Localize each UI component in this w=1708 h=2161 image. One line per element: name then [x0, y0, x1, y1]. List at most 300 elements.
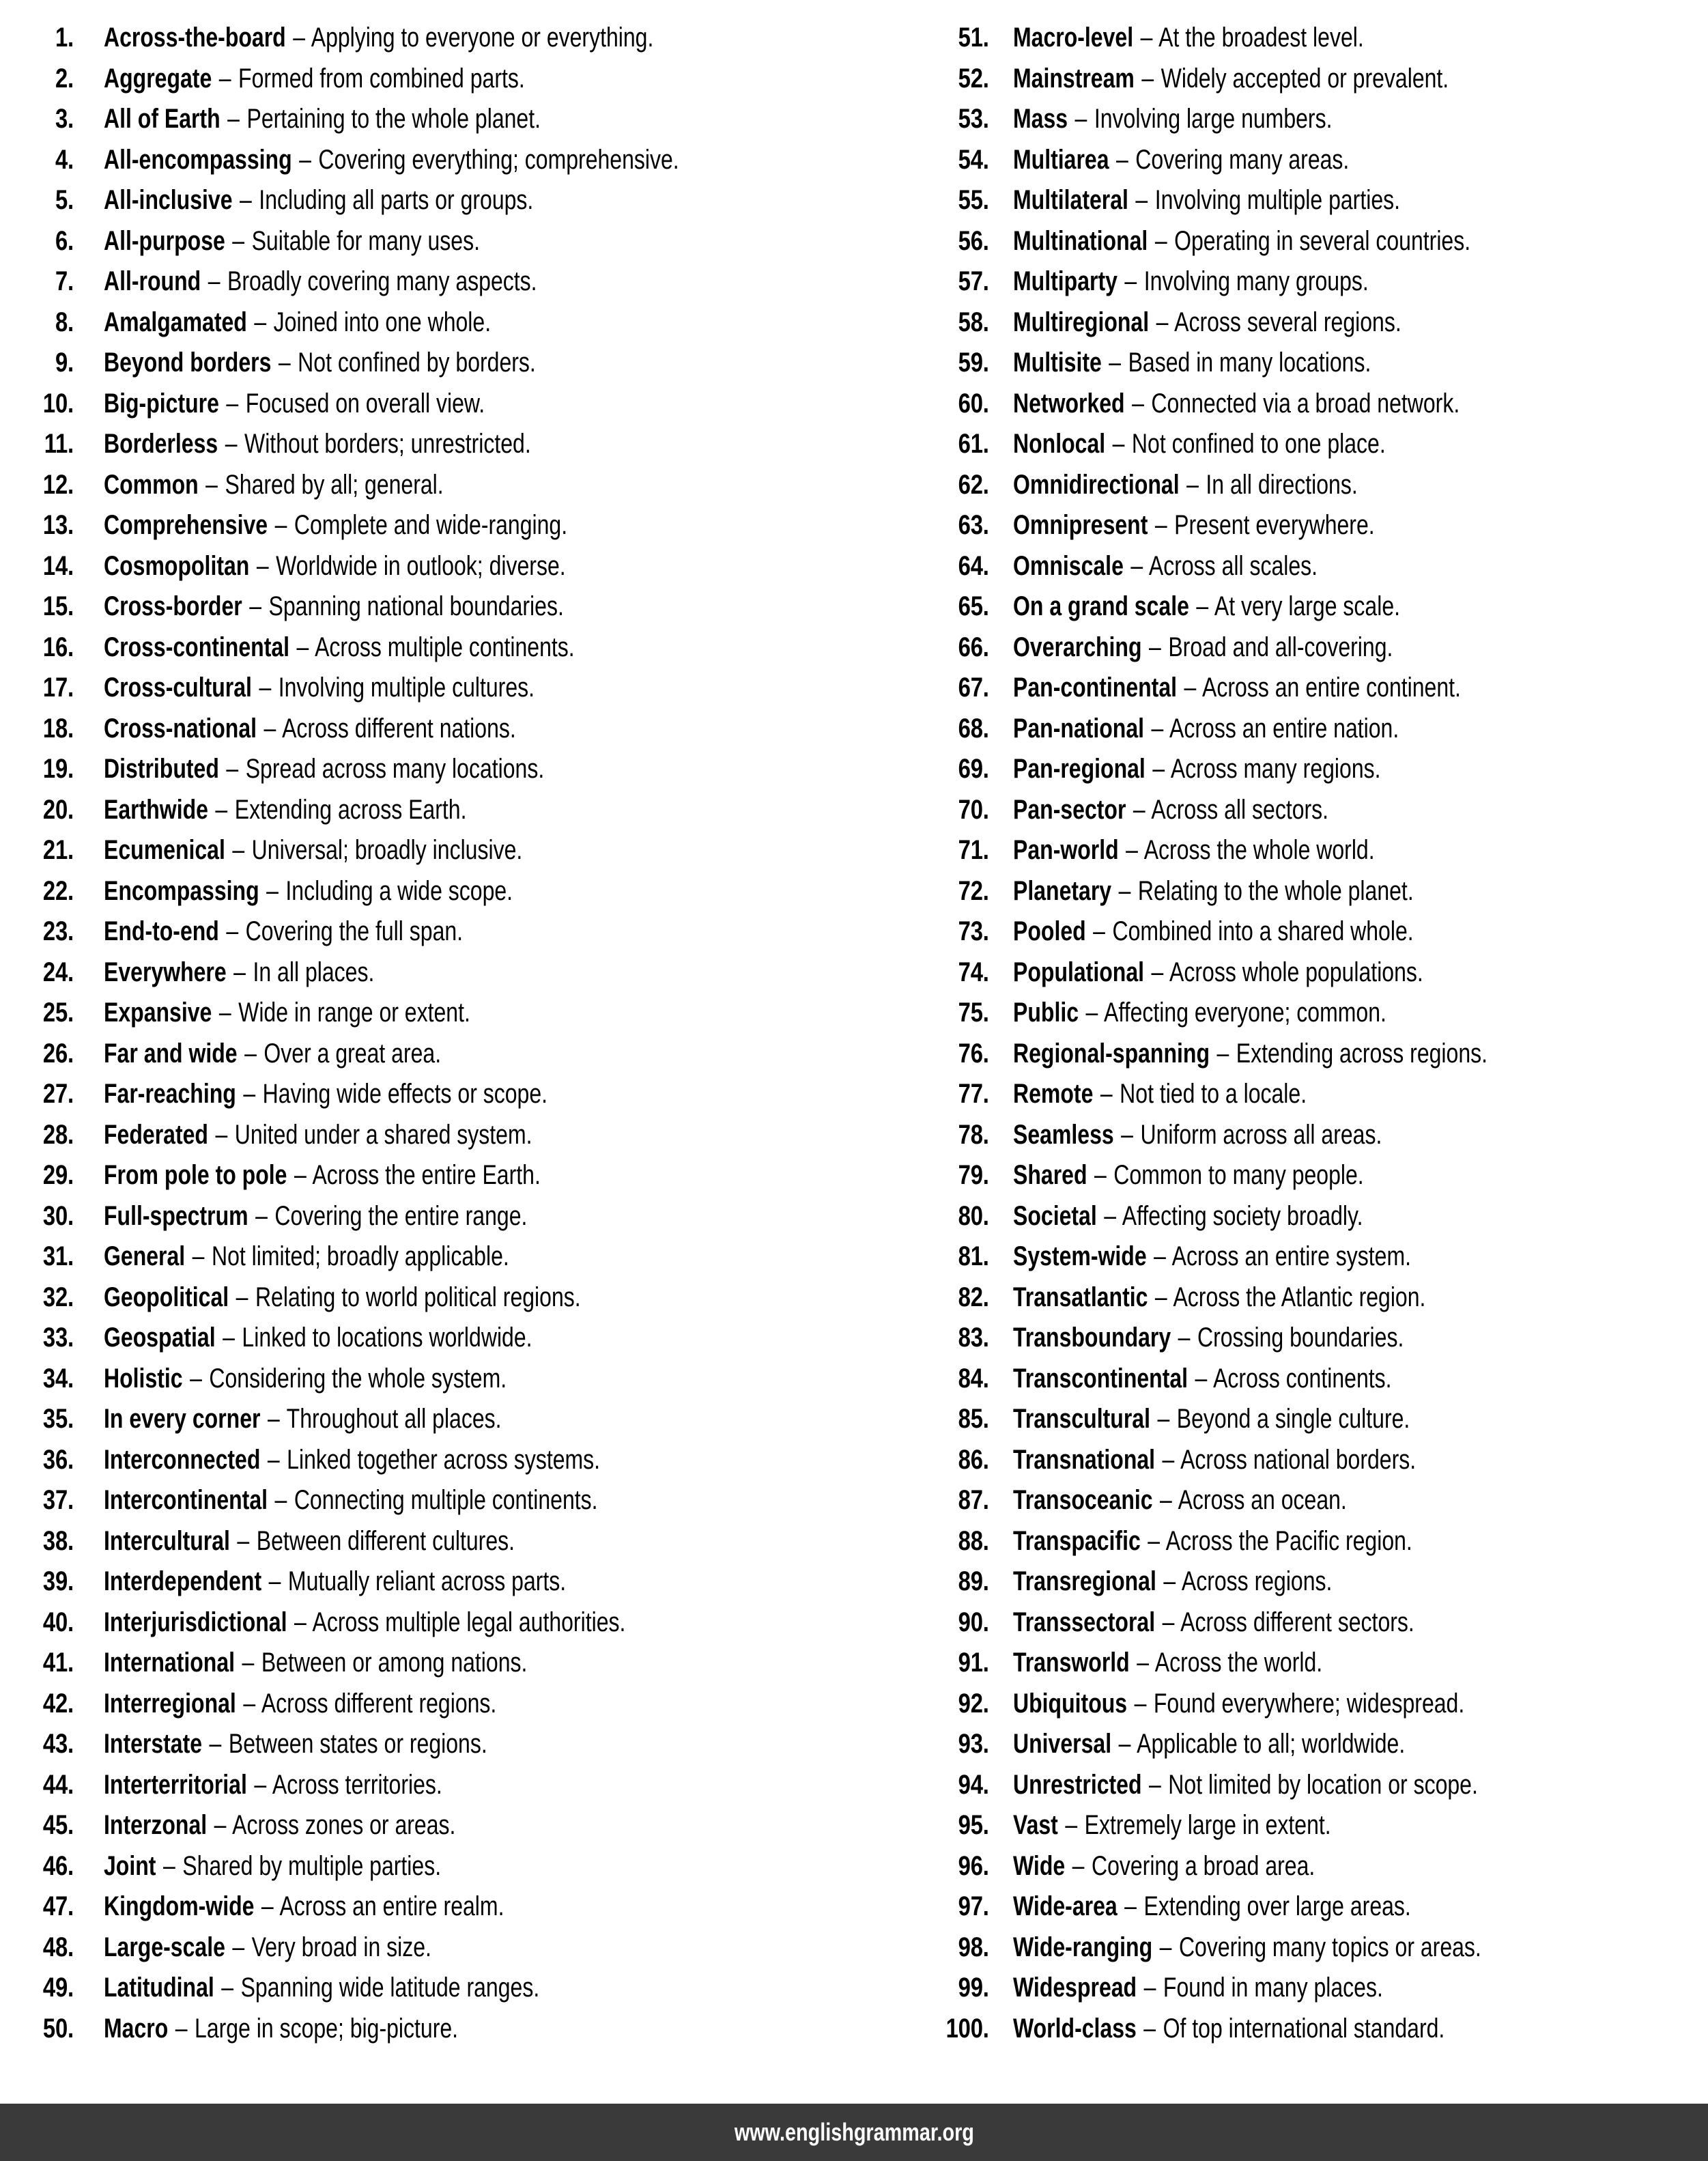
item-definition: Not confined to one place.	[1131, 429, 1386, 459]
item-separator: –	[1154, 510, 1167, 540]
item-number: 82.	[958, 1282, 989, 1312]
item-term: Transpacific	[1013, 1525, 1141, 1556]
item-term: Kingdom-wide	[104, 1891, 255, 1921]
item-body	[1013, 1521, 1412, 1562]
item-term: Transsectoral	[1013, 1607, 1156, 1637]
item-number: 32.	[42, 1282, 74, 1312]
item-body	[104, 1927, 431, 1968]
item-separator: –	[255, 1200, 268, 1231]
item-definition: Suitable for many uses.	[251, 225, 480, 256]
item-number: 22.	[42, 875, 74, 906]
item-body	[1013, 1643, 1322, 1684]
item-number: 67.	[958, 673, 989, 703]
item-term: Cross-cultural	[104, 673, 252, 703]
item-definition: Involving multiple cultures.	[278, 673, 535, 703]
item-body	[1013, 1359, 1392, 1400]
item-number: 10.	[42, 388, 74, 419]
item-separator: –	[1135, 185, 1148, 215]
item-number: 45.	[42, 1810, 74, 1840]
item-separator: –	[1065, 1810, 1078, 1840]
item-separator: –	[1216, 1038, 1229, 1069]
list-item	[923, 1887, 1708, 1927]
item-definition: Between different cultures.	[256, 1525, 515, 1556]
item-number: 3.	[55, 104, 74, 134]
item-separator: –	[1124, 1891, 1137, 1921]
item-body	[1013, 180, 1400, 221]
item-number: 42.	[42, 1688, 74, 1719]
item-body	[104, 1724, 487, 1765]
item-definition: Affecting society broadly.	[1122, 1200, 1363, 1231]
item-body	[104, 790, 466, 831]
item-definition: In all directions.	[1206, 469, 1358, 500]
item-term: Omnidirectional	[1013, 469, 1180, 500]
item-term: Wide-ranging	[1013, 1932, 1153, 1962]
item-separator: –	[299, 144, 311, 175]
item-definition: Across the whole world.	[1143, 835, 1375, 865]
item-term: Shared	[1013, 1160, 1087, 1190]
item-number: 39.	[42, 1566, 74, 1596]
item-definition: Across many regions.	[1170, 754, 1381, 784]
item-definition: Across territories.	[272, 1769, 442, 1800]
item-number: 30.	[42, 1200, 74, 1231]
item-separator: –	[1154, 1282, 1167, 1312]
item-number: 56.	[958, 225, 989, 256]
item-separator: –	[1085, 998, 1098, 1028]
item-term: Multiparty	[1013, 266, 1118, 296]
item-number: 11.	[44, 429, 74, 459]
item-definition: Linked to locations worldwide.	[242, 1323, 532, 1353]
item-separator: –	[1074, 104, 1087, 134]
item-number: 43.	[42, 1729, 74, 1759]
item-body	[104, 1968, 539, 2009]
item-term: Expansive	[104, 998, 212, 1028]
item-number: 59.	[958, 348, 989, 378]
item-separator: –	[208, 266, 220, 296]
item-number: 97.	[958, 1891, 989, 1921]
item-body	[104, 1480, 598, 1521]
item-number: 36.	[42, 1444, 74, 1475]
list-item	[923, 1927, 1708, 1968]
list-item	[18, 180, 915, 221]
item-body	[104, 1440, 600, 1481]
item-term: Borderless	[104, 429, 218, 459]
item-term: Pan-continental	[1013, 673, 1178, 703]
item-definition: Across regions.	[1181, 1566, 1333, 1596]
item-body	[1013, 1196, 1363, 1237]
item-term: Seamless	[1013, 1119, 1114, 1150]
item-separator: –	[192, 1241, 205, 1271]
list-item	[923, 99, 1708, 140]
item-body	[104, 180, 533, 221]
item-number: 34.	[42, 1363, 74, 1394]
list-item	[18, 546, 915, 587]
item-body	[1013, 952, 1423, 993]
list-item	[18, 830, 915, 871]
item-number: 86.	[958, 1444, 989, 1475]
item-body	[1013, 1440, 1416, 1481]
item-body	[1013, 1480, 1347, 1521]
item-definition: Relating to the whole planet.	[1137, 875, 1414, 906]
item-number: 98.	[958, 1932, 989, 1962]
item-body	[1013, 302, 1401, 343]
item-body	[104, 1643, 527, 1684]
item-separator: –	[226, 388, 239, 419]
item-term: Multiarea	[1013, 144, 1109, 175]
item-separator: –	[1162, 1444, 1175, 1475]
item-body	[104, 1846, 441, 1887]
list-item	[18, 993, 915, 1034]
list-item	[18, 790, 915, 831]
item-body	[104, 627, 575, 668]
item-separator: –	[236, 1282, 248, 1312]
item-body	[1013, 221, 1470, 262]
item-body	[104, 709, 516, 750]
list-item	[18, 749, 915, 790]
item-term: Earthwide	[104, 794, 208, 825]
item-number: 84.	[958, 1363, 989, 1394]
item-term: Populational	[1013, 957, 1144, 987]
item-term: Omniscale	[1013, 550, 1124, 581]
list-item	[923, 1521, 1708, 1562]
item-definition: Joined into one whole.	[273, 307, 492, 337]
item-body	[1013, 993, 1386, 1034]
item-body	[1013, 1968, 1383, 2009]
item-separator: –	[1109, 348, 1122, 378]
item-term: Pan-regional	[1013, 754, 1145, 784]
item-term: Latitudinal	[104, 1973, 214, 2003]
item-separator: –	[293, 23, 306, 53]
item-number: 8.	[55, 307, 74, 337]
item-term: World-class	[1013, 2013, 1137, 2044]
item-body	[1013, 1155, 1364, 1196]
list-item	[923, 709, 1708, 750]
item-number: 78.	[958, 1119, 989, 1150]
item-separator: –	[1118, 1729, 1131, 1759]
item-body	[1013, 18, 1364, 59]
item-separator: –	[162, 1850, 175, 1881]
item-separator: –	[267, 1444, 280, 1475]
item-definition: United under a shared system.	[234, 1119, 532, 1150]
list-item	[923, 1480, 1708, 1521]
item-number: 55.	[958, 185, 989, 215]
item-separator: –	[226, 754, 239, 784]
item-term: Transboundary	[1013, 1323, 1171, 1353]
item-separator: –	[1154, 1241, 1166, 1271]
item-definition: Crossing boundaries.	[1197, 1323, 1404, 1353]
item-separator: –	[1151, 957, 1164, 987]
list-item	[18, 1846, 915, 1887]
item-definition: Relating to world political regions.	[255, 1282, 581, 1312]
list-item	[923, 668, 1708, 709]
item-separator: –	[1162, 1607, 1175, 1637]
item-term: Ecumenical	[104, 835, 225, 865]
item-term: Multisite	[1013, 348, 1102, 378]
item-body	[104, 1277, 581, 1318]
item-body	[1013, 1074, 1307, 1115]
item-number: 25.	[42, 998, 74, 1028]
item-term: Transworld	[1013, 1648, 1130, 1678]
list-item	[923, 1846, 1708, 1887]
item-number: 44.	[42, 1769, 74, 1800]
item-definition: Present everywhere.	[1174, 510, 1375, 540]
item-term: Transregional	[1013, 1566, 1156, 1596]
item-body	[1013, 1846, 1315, 1887]
item-term: Interconnected	[104, 1444, 261, 1475]
list-item	[923, 952, 1708, 993]
list-item	[18, 1480, 915, 1521]
list-item	[923, 505, 1708, 546]
item-separator: –	[268, 1566, 281, 1596]
list-item	[923, 262, 1708, 302]
list-item	[923, 343, 1708, 384]
item-body	[104, 140, 679, 181]
list-item	[18, 465, 915, 506]
item-body	[104, 1521, 515, 1562]
item-number: 71.	[958, 835, 989, 865]
item-body	[1013, 1684, 1464, 1725]
item-definition: Across multiple continents.	[315, 632, 575, 662]
item-separator: –	[278, 348, 291, 378]
item-separator: –	[1149, 632, 1161, 662]
list-item	[18, 505, 915, 546]
footer-website-url: www.englishgrammar.org	[734, 2118, 974, 2146]
item-separator: –	[1140, 23, 1153, 53]
item-number: 64.	[958, 550, 989, 581]
list-item	[923, 1359, 1708, 1400]
item-number: 24.	[42, 957, 74, 987]
item-body	[1013, 1399, 1410, 1440]
item-term: On a grand scale	[1013, 591, 1189, 621]
item-number: 99.	[958, 1973, 989, 2003]
item-definition: Across multiple legal authorities.	[312, 1607, 626, 1637]
list-item	[18, 59, 915, 100]
item-separator: –	[215, 794, 228, 825]
item-term: Far and wide	[104, 1038, 238, 1069]
item-term: Transnational	[1013, 1444, 1156, 1475]
item-body	[104, 1318, 532, 1359]
item-number: 58.	[958, 307, 989, 337]
item-definition: Including a wide scope.	[285, 875, 513, 906]
item-separator: –	[1157, 1404, 1170, 1434]
list-item	[923, 1684, 1708, 1725]
item-body	[1013, 871, 1414, 912]
item-definition: Across zones or areas.	[232, 1810, 456, 1840]
item-body	[104, 668, 535, 709]
item-separator: –	[1196, 591, 1209, 621]
item-definition: Found everywhere; widespread.	[1153, 1688, 1465, 1719]
list-item	[18, 2009, 915, 2050]
item-term: Across-the-board	[104, 23, 286, 53]
item-definition: Affecting everyone; common.	[1104, 998, 1386, 1028]
item-number: 81.	[958, 1241, 989, 1271]
list-item	[923, 221, 1708, 262]
item-term: Joint	[104, 1850, 156, 1881]
item-term: Wide-area	[1013, 1891, 1118, 1921]
item-separator: –	[1178, 1323, 1191, 1353]
item-body	[1013, 1562, 1332, 1602]
item-definition: Between states or regions.	[228, 1729, 487, 1759]
item-separator: –	[1118, 875, 1131, 906]
item-term: Remote	[1013, 1079, 1094, 1109]
item-body	[104, 546, 566, 587]
item-number: 92.	[958, 1688, 989, 1719]
item-separator: –	[1112, 429, 1125, 459]
item-number: 16.	[42, 632, 74, 662]
item-number: 66.	[958, 632, 989, 662]
item-number: 31.	[42, 1241, 74, 1271]
item-separator: –	[1154, 225, 1167, 256]
item-number: 91.	[958, 1648, 989, 1678]
list-item	[18, 1034, 915, 1075]
item-body	[104, 59, 525, 100]
item-body	[104, 1034, 441, 1075]
item-term: Holistic	[104, 1363, 183, 1394]
item-definition: Not limited by location or scope.	[1168, 1769, 1478, 1800]
item-term: Cosmopolitan	[104, 550, 250, 581]
item-body	[1013, 1887, 1411, 1927]
item-term: Beyond borders	[104, 348, 272, 378]
list-item	[923, 180, 1708, 221]
item-number: 70.	[958, 794, 989, 825]
item-number: 35.	[42, 1404, 74, 1434]
item-definition: Worldwide in outlook; diverse.	[276, 550, 566, 581]
item-separator: –	[1141, 63, 1154, 94]
item-definition: Across different sectors.	[1180, 1607, 1414, 1637]
item-definition: Broad and all-covering.	[1168, 632, 1393, 662]
item-number: 63.	[958, 510, 989, 540]
item-definition: Across an entire continent.	[1202, 673, 1461, 703]
item-separator: –	[209, 1729, 222, 1759]
item-term: Vast	[1013, 1810, 1058, 1840]
list-item	[923, 749, 1708, 790]
list-item	[18, 424, 915, 465]
item-number: 33.	[42, 1323, 74, 1353]
list-item	[18, 627, 915, 668]
list-item	[923, 140, 1708, 181]
list-item	[18, 1359, 915, 1400]
item-number: 79.	[958, 1160, 989, 1190]
item-term: Interdependent	[104, 1566, 262, 1596]
list-item	[923, 1562, 1708, 1602]
item-definition: Very broad in size.	[251, 1932, 431, 1962]
item-body	[1013, 1115, 1382, 1156]
item-number: 41.	[42, 1648, 74, 1678]
item-number: 61.	[958, 429, 989, 459]
item-term: Geospatial	[104, 1323, 216, 1353]
item-term: Interterritorial	[104, 1769, 247, 1800]
item-number: 40.	[42, 1607, 74, 1637]
item-separator: –	[1072, 1850, 1085, 1881]
list-item	[18, 1399, 915, 1440]
item-term: Widespread	[1013, 1973, 1137, 2003]
item-body	[104, 1887, 504, 1927]
item-definition: Covering many areas.	[1135, 144, 1350, 175]
item-number: 75.	[958, 998, 989, 1028]
item-term: Large-scale	[104, 1932, 225, 1962]
item-definition: Throughout all places.	[286, 1404, 502, 1434]
item-definition: Of top international standard.	[1163, 2013, 1445, 2044]
item-number: 7.	[55, 266, 74, 296]
item-definition: Across different regions.	[261, 1688, 497, 1719]
item-definition: Across the entire Earth.	[312, 1160, 541, 1190]
item-number: 88.	[958, 1525, 989, 1556]
item-separator: –	[274, 1485, 287, 1515]
item-term: Public	[1013, 998, 1079, 1028]
item-separator: –	[1149, 1769, 1161, 1800]
item-body	[104, 1562, 566, 1602]
item-body	[1013, 546, 1318, 587]
item-number: 6.	[55, 225, 74, 256]
item-separator: –	[218, 63, 231, 94]
item-term: Mainstream	[1013, 63, 1135, 94]
list-item	[18, 1765, 915, 1806]
item-number: 76.	[958, 1038, 989, 1069]
item-term: All-round	[104, 266, 201, 296]
list-item	[18, 668, 915, 709]
item-number: 77.	[958, 1079, 989, 1109]
item-body	[104, 830, 522, 871]
item-definition: Considering the whole system.	[209, 1363, 507, 1394]
item-number: 5.	[55, 185, 74, 215]
item-definition: Beyond a single culture.	[1176, 1404, 1410, 1434]
list-item	[923, 1237, 1708, 1277]
item-body	[1013, 1237, 1411, 1277]
item-term: In every corner	[104, 1404, 261, 1434]
list-item	[923, 1643, 1708, 1684]
item-definition: Universal; broadly inclusive.	[251, 835, 523, 865]
item-separator: –	[1133, 794, 1145, 825]
item-term: All-purpose	[104, 225, 225, 256]
item-separator: –	[205, 469, 218, 500]
item-body	[1013, 99, 1332, 140]
item-term: Multilateral	[1013, 185, 1128, 215]
item-definition: Uniform across all areas.	[1140, 1119, 1382, 1150]
item-separator: –	[1163, 1566, 1176, 1596]
item-separator: –	[1148, 1525, 1161, 1556]
item-body	[1013, 140, 1349, 181]
item-separator: –	[1100, 1079, 1113, 1109]
item-number: 89.	[958, 1566, 989, 1596]
item-term: Encompassing	[104, 875, 259, 906]
item-separator: –	[264, 713, 276, 744]
list-item	[923, 546, 1708, 587]
item-separator: –	[1115, 144, 1128, 175]
item-term: Omnipresent	[1013, 510, 1148, 540]
item-body	[104, 1805, 455, 1846]
item-separator: –	[1151, 713, 1164, 744]
list-item	[923, 1196, 1708, 1237]
item-separator: –	[218, 998, 231, 1028]
item-definition: Large in scope; big-picture.	[195, 2013, 459, 2044]
item-number: 17.	[42, 673, 74, 703]
list-item	[923, 1155, 1708, 1196]
item-definition: Not confined by borders.	[298, 348, 536, 378]
item-separator: –	[1143, 2013, 1156, 2044]
list-item	[923, 1440, 1708, 1481]
item-term: Amalgamated	[104, 307, 247, 337]
item-term: Interregional	[104, 1688, 236, 1719]
list-item	[923, 424, 1708, 465]
item-separator: –	[214, 1810, 227, 1840]
item-term: End-to-end	[104, 916, 219, 946]
item-number: 72.	[958, 875, 989, 906]
item-body	[1013, 384, 1460, 425]
item-separator: –	[259, 673, 272, 703]
list-item	[923, 59, 1708, 100]
item-number: 27.	[42, 1079, 74, 1109]
item-body	[1013, 1805, 1331, 1846]
item-number: 51.	[958, 23, 989, 53]
